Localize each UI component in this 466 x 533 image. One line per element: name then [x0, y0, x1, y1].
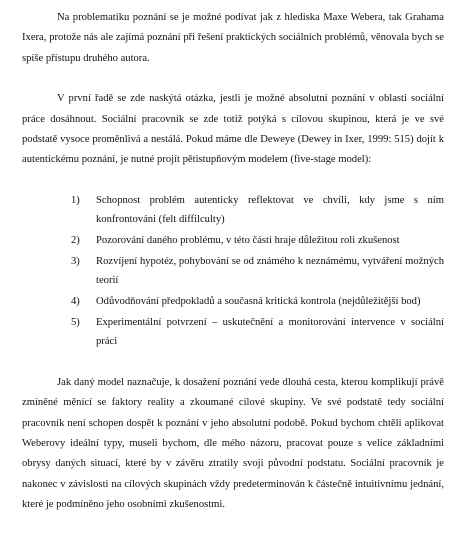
list-item-number: 3) [71, 255, 80, 267]
list-item-number: 2) [71, 234, 80, 246]
list-item [22, 252, 444, 290]
list-item-number: 5) [71, 316, 80, 328]
list-item-text: Odůvodňování předpokladů a současná kritická kontrola (nejdůležitější bod) [96, 295, 421, 307]
list-item-text: Rozvíjení hypotéz, pohybování se od známého k neznámému, vytváření možných teorií [96, 255, 444, 286]
paragraph-spacer [22, 69, 444, 89]
document-page [22, 8, 444, 516]
paragraph-conclusion: Jak daný model naznačuje, k dosažení poznání vede dlouhá cesta, kterou komplikují právě zmíněné měnící se faktory reality a zkoumané cílové skupiny. Ve své podstatě tedy sociální pracovník není schopen dospět k poznání v jeho absolutní podobě. Pokud bychom chtěli aplikovat Weberovy ideální typy, museli bychom, dle mého názoru, pracovat pouze s velice základními obrysy daných situací, které by v závěru ztratily svoji původní podstatu. Sociální pracovník je nakonec v závislosti na cílových skupinách vždy predeterminován k částečně intuitivnímu jednání, které je podmíněno jeho osobními zkušenostmi. [22, 376, 444, 511]
list-item-text: Pozorování daného problému, v této části hraje důležitou roli zkušenost [96, 234, 400, 246]
paragraph-spacer [22, 353, 444, 373]
five-stage-model-list [22, 191, 444, 351]
list-item-text: Schopnost problém autenticky reflektovat ve chvíli, kdy jsme s ním konfrontováni (felt diffilculty) [96, 194, 444, 225]
list-item [22, 292, 444, 311]
paragraph-spacer [22, 171, 444, 191]
list-item [22, 191, 444, 229]
paragraph-question: V první řadě se zde naskýtá otázka, jestli je možné absolutní poznání v oblasti sociální práce dosáhnout. Sociální pracovník se zde totiž potýká s cílovou skupinou, která je ve své podstatě vysoce proměnlivá a nestálá. Pokud máme dle Deweye (Dewey in Ixer, 1999: 515) dojít k autentickému poznání, je nutné projít pětistupňovým modelem (five-stage model): [22, 93, 444, 166]
list-item-text: Experimentální potvrzení – uskutečnění a monitorování intervence v sociální práci [96, 316, 444, 347]
list-item-number: 1) [71, 194, 80, 206]
list-item-number: 4) [71, 295, 80, 307]
paragraph-intro: Na problematiku poznání se je možné podívat jak z hlediska Maxe Webera, tak Grahama Ixera, protože nás ale zajímá poznání při řešení praktických sociálních problémů, věnovala bych se spíše přístupu druhého autora. [22, 12, 444, 64]
list-item [22, 313, 444, 351]
list-item [22, 231, 444, 250]
